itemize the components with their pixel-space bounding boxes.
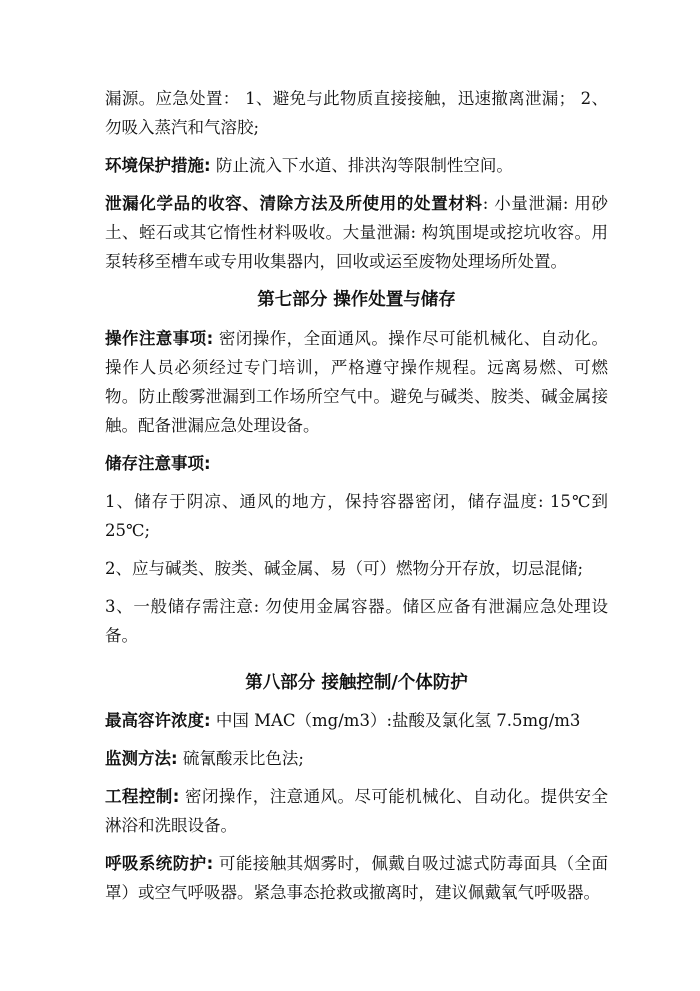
environment-protection-text: 防止流入下水道、排洪沟等限制性空间。	[210, 156, 513, 175]
operation-precautions-paragraph	[105, 324, 608, 440]
cleanup-paragraph	[105, 189, 608, 276]
leak-handling-paragraph	[105, 84, 608, 142]
operation-precautions-text: 密闭操作，全面通风。操作尽可能机械化、自动化。操作人员必须经过专门培训，严格遵守操作规程。远离易燃、可燃物。防止酸雾泄漏到工作场所空气中。避免与碱类、胺类、碱金属接触。配备泄漏应急处理设备。	[105, 329, 608, 435]
max-allowable-concentration-paragraph	[105, 706, 608, 735]
environment-protection-label: 环境保护措施:	[105, 156, 211, 175]
cleanup-label: 泄漏化学品的收容、清除方法及所使用的处置材料	[105, 194, 483, 213]
operation-precautions-label: 操作注意事项:	[105, 329, 214, 348]
leak-handling-text: 漏源。应急处置： 1、避免与此物质直接接触，迅速撤离泄漏； 2、勿吸入蒸汽和气溶胶;	[105, 89, 608, 137]
max-allowable-concentration-text: 中国 MAC（mg/m3）:盐酸及氯化氢 7.5mg/m3	[210, 711, 581, 730]
storage-item: 3、一般储存需注意: 勿使用金属容器。储区应备有泄漏应急处理设备。	[105, 597, 608, 645]
respiratory-protection-text: 可能接触其烟雾时，佩戴自吸过滤式防毒面具（全面罩）或空气呼吸器。紧急事态抢救或撤离时，建议佩戴氧气呼吸器。	[105, 854, 608, 902]
engineering-control-paragraph	[105, 782, 608, 840]
max-allowable-concentration-label: 最高容许浓度:	[105, 711, 211, 730]
section-8-heading: 第八部分 接触控制/个体防护	[245, 673, 468, 693]
respiratory-protection-label: 呼吸系统防护:	[105, 854, 214, 873]
engineering-control-label: 工程控制:	[105, 787, 180, 806]
storage-item: 2、应与碱类、胺类、碱金属、易（可）燃物分开存放，切忌混储;	[105, 559, 584, 578]
storage-precautions-label: 储存注意事项:	[105, 454, 211, 473]
engineering-control-text: 密闭操作，注意通风。尽可能机械化、自动化。提供安全淋浴和洗眼设备。	[105, 787, 608, 835]
cleanup-text: : 小量泄漏: 用砂土、蛭石或其它惰性材料吸收。大量泄漏: 构筑围堤或挖坑收容。用泵转移至槽车或专用收集器内，回收或运至废物处理场所处置。	[105, 194, 609, 271]
monitoring-method-label: 监测方法:	[105, 749, 178, 768]
monitoring-method-text: 硫氰酸汞比色法;	[177, 749, 304, 768]
environment-protection-paragraph	[105, 151, 608, 180]
monitoring-method-paragraph	[105, 744, 608, 773]
respiratory-protection-paragraph	[105, 849, 608, 907]
storage-item: 1、储存于阴凉、通风的地方，保持容器密闭，储存温度: 15℃到 25℃;	[105, 492, 608, 540]
section-7-heading: 第七部分 操作处置与储存	[257, 290, 456, 310]
storage-precautions-heading	[105, 449, 608, 478]
